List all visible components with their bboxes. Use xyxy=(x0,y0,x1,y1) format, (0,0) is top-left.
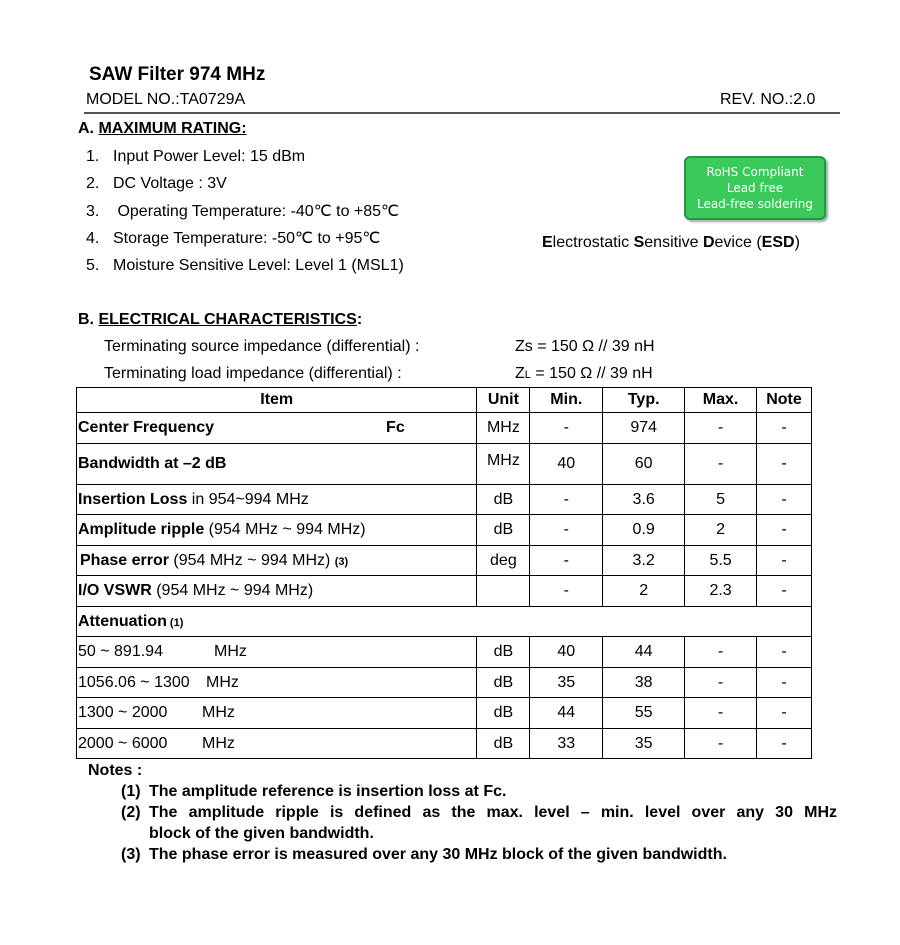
cell-min: - xyxy=(530,413,603,444)
cell-unit: dB xyxy=(477,698,530,729)
note-reference: (1) xyxy=(166,616,184,629)
cell-max: - xyxy=(685,698,757,729)
maximum-rating-list xyxy=(86,146,404,282)
document-title: SAW Filter 974 MHz xyxy=(89,64,266,85)
load-impedance-value xyxy=(515,365,653,383)
table-row xyxy=(77,576,812,607)
load-value: = 150 Ω // 39 nH xyxy=(530,365,653,382)
item-text: DC Voltage : 3V xyxy=(113,175,227,193)
cell-min: - xyxy=(530,515,603,546)
attenuation-heading xyxy=(77,607,812,637)
item-name: Attenuation xyxy=(78,612,167,630)
notes-heading: Notes : xyxy=(88,762,143,779)
item-condition: (954 MHz ~ 994 MHz) xyxy=(204,521,366,538)
item-condition: (954 MHz ~ 994 MHz) xyxy=(151,582,314,599)
esd-d: D xyxy=(702,234,715,251)
cell-unit: dB xyxy=(477,668,530,698)
cell-max: 5.5 xyxy=(685,546,757,576)
list-item xyxy=(86,255,404,282)
cell-note: - xyxy=(757,444,812,485)
esd-s-rest: ensitive xyxy=(644,234,703,251)
esd-statement xyxy=(542,234,800,252)
table-row xyxy=(77,637,812,668)
table-row xyxy=(77,698,812,729)
cell-note: - xyxy=(757,668,812,698)
range-unit: MHz xyxy=(202,734,235,752)
cell-max: - xyxy=(685,444,757,485)
cell-min: 35 xyxy=(530,668,603,698)
list-item xyxy=(86,173,404,200)
row-item xyxy=(77,485,477,515)
note-2-text: The amplitude ripple is defined as the max. level – min. level over any 30 MHz xyxy=(149,804,837,821)
row-item xyxy=(77,576,477,607)
row-item xyxy=(77,729,477,759)
item-symbol: Fc xyxy=(386,419,405,436)
note-1-text: The amplitude reference is insertion loss at Fc. xyxy=(149,783,507,800)
item-number: 4. xyxy=(86,229,100,247)
cell-max: 2 xyxy=(685,515,757,546)
revision-number: REV. NO.:2.0 xyxy=(720,91,816,108)
cell-unit: MHz xyxy=(477,444,530,485)
attenuation-range: 50 ~ 891.94 xyxy=(78,643,163,660)
cell-min: 44 xyxy=(530,698,603,729)
attenuation-range: 2000 ~ 6000 xyxy=(78,734,168,752)
table-header-row xyxy=(77,388,812,413)
item-text: Operating Temperature: -40℃ to +85℃ xyxy=(113,202,400,220)
row-item xyxy=(77,698,477,729)
rohs-compliant-badge xyxy=(684,156,826,220)
cell-note: - xyxy=(757,729,812,759)
rohs-line-1: RoHS Compliant xyxy=(706,165,804,179)
row-item xyxy=(77,546,477,576)
cell-typ: 2 xyxy=(603,576,685,607)
section-b-colon: : xyxy=(356,311,363,328)
table-row xyxy=(77,546,812,576)
load-subscript: L xyxy=(524,369,531,381)
cell-typ: 35 xyxy=(603,729,685,759)
item-number: 2. xyxy=(86,175,100,193)
cell-note: - xyxy=(757,515,812,546)
cell-unit: dB xyxy=(477,485,530,515)
cell-note: - xyxy=(757,698,812,729)
cell-note: - xyxy=(757,546,812,576)
range-unit: MHz xyxy=(206,673,239,691)
item-name: Insertion Loss xyxy=(78,490,188,508)
cell-note: - xyxy=(757,413,812,444)
note-3-text: The phase error is measured over any 30 MHz block of the given bandwidth. xyxy=(149,846,727,863)
section-b-prefix: B. xyxy=(78,311,99,328)
row-item xyxy=(77,413,477,444)
table-row xyxy=(77,515,812,546)
note-2-number: (2) xyxy=(121,804,141,821)
esd-d-rest: evice ( xyxy=(714,234,762,251)
section-b-heading xyxy=(78,311,362,329)
row-item xyxy=(77,444,477,485)
item-text: Input Power Level: 15 dBm xyxy=(113,148,306,165)
table-row xyxy=(77,668,812,698)
header-max: Max. xyxy=(685,388,757,413)
note-2-continuation: block of the given bandwidth. xyxy=(149,825,374,842)
load-z: Z xyxy=(515,365,525,382)
section-b-title: ELECTRICAL CHARACTERISTICS xyxy=(98,311,357,328)
item-text: Storage Temperature: -50℃ to +95℃ xyxy=(113,229,381,247)
note-3-number: (3) xyxy=(121,846,141,863)
note-1-number: (1) xyxy=(121,783,141,800)
table-row xyxy=(77,444,812,485)
header-min: Min. xyxy=(530,388,603,413)
cell-min: - xyxy=(530,576,603,607)
item-name: Phase error xyxy=(80,551,169,569)
section-a-prefix: A. xyxy=(78,120,99,137)
header-divider xyxy=(84,112,840,114)
cell-unit: deg xyxy=(477,546,530,576)
cell-min: - xyxy=(530,485,603,515)
item-number: 1. xyxy=(86,148,100,165)
header-item: Item xyxy=(77,388,477,413)
model-number: MODEL NO.:TA0729A xyxy=(86,91,246,108)
table-row xyxy=(77,485,812,515)
attenuation-range: 1300 ~ 2000 xyxy=(78,704,168,721)
item-name: Bandwidth at –2 dB xyxy=(78,455,227,472)
cell-unit: MHz xyxy=(477,413,530,444)
cell-max: - xyxy=(685,729,757,759)
cell-unit: dB xyxy=(477,729,530,759)
item-text: Moisture Sensitive Level: Level 1 (MSL1) xyxy=(113,257,404,275)
source-impedance-label: Terminating source impedance (differential) : xyxy=(104,338,420,355)
rohs-line-3: Lead-free soldering xyxy=(696,197,814,211)
cell-max: - xyxy=(685,637,757,668)
header-note: Note xyxy=(757,388,812,413)
cell-min: 40 xyxy=(530,444,603,485)
esd-abbr: ESD xyxy=(761,234,795,251)
cell-typ: 0.9 xyxy=(603,515,685,546)
rohs-line-2: Lead free xyxy=(726,181,784,195)
list-item xyxy=(86,146,404,173)
esd-close: ) xyxy=(794,234,800,251)
row-item xyxy=(77,668,477,698)
table-row xyxy=(77,729,812,759)
cell-typ: 60 xyxy=(603,444,685,485)
header-typ: Typ. xyxy=(603,388,685,413)
esd-e: E xyxy=(542,234,553,251)
item-number: 3. xyxy=(86,202,100,220)
list-item xyxy=(86,201,404,228)
cell-min: - xyxy=(530,546,603,576)
list-item xyxy=(86,228,404,255)
electrical-characteristics-table xyxy=(76,387,812,759)
cell-note: - xyxy=(757,637,812,668)
load-impedance-label: Terminating load impedance (differential) : xyxy=(104,365,402,382)
cell-unit: dB xyxy=(477,637,530,668)
range-unit: MHz xyxy=(202,704,235,721)
source-impedance-value: Zs = 150 Ω // 39 nH xyxy=(515,338,655,355)
item-name: Amplitude ripple xyxy=(78,521,205,538)
row-item xyxy=(77,637,477,668)
table-row xyxy=(77,413,812,444)
cell-note: - xyxy=(757,576,812,607)
row-item xyxy=(77,515,477,546)
note-reference: (3) xyxy=(334,555,349,568)
esd-e-rest: lectrostatic xyxy=(552,234,634,251)
section-a-heading xyxy=(78,120,247,138)
cell-typ: 3.6 xyxy=(603,485,685,515)
item-name: Center Frequency xyxy=(78,419,215,436)
range-unit: MHz xyxy=(214,643,247,660)
item-name: I/O VSWR xyxy=(78,582,152,599)
item-condition: in 954~994 MHz xyxy=(187,490,309,508)
cell-typ: 3.2 xyxy=(603,546,685,576)
cell-typ: 38 xyxy=(603,668,685,698)
cell-max: 5 xyxy=(685,485,757,515)
cell-typ: 55 xyxy=(603,698,685,729)
cell-max: - xyxy=(685,413,757,444)
esd-s: S xyxy=(633,234,645,251)
header-unit: Unit xyxy=(477,388,530,413)
cell-max: - xyxy=(685,668,757,698)
item-condition: (954 MHz ~ 994 MHz) xyxy=(168,551,335,569)
cell-typ: 974 xyxy=(603,413,685,444)
attenuation-range: 1056.06 ~ 1300 xyxy=(78,673,190,691)
cell-unit xyxy=(477,576,530,607)
cell-note: - xyxy=(757,485,812,515)
item-number: 5. xyxy=(86,257,100,275)
cell-typ: 44 xyxy=(603,637,685,668)
cell-min: 33 xyxy=(530,729,603,759)
table-row xyxy=(77,607,812,637)
cell-max: 2.3 xyxy=(685,576,757,607)
cell-min: 40 xyxy=(530,637,603,668)
cell-unit: dB xyxy=(477,515,530,546)
section-a-title: MAXIMUM RATING: xyxy=(98,120,247,137)
